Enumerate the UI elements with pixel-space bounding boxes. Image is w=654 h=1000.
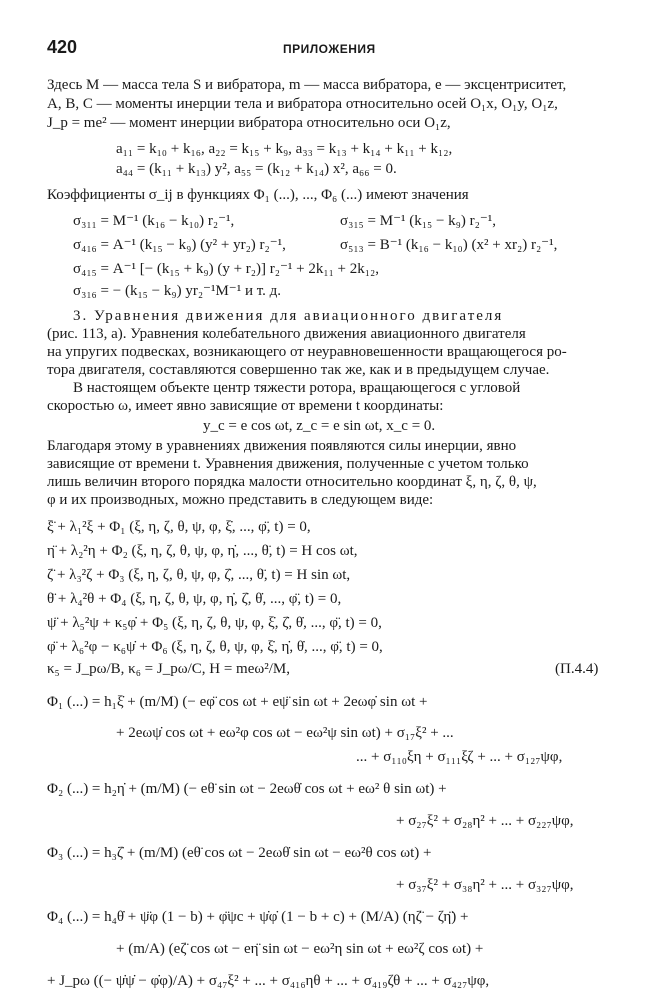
equation-line: ξ̈ + λ₁²ξ + Φ₁ (ξ, η, ζ, θ, ψ, φ, ξ̇, ..., φ̈, t) = 0, bbox=[47, 519, 311, 535]
text-line: Коэффициенты σ_ij в функциях Φ₁ (...), ..., Φ₆ (...) имеют значения bbox=[47, 187, 469, 203]
formula-line: a₁₁ = k₁₀ + k₁₆, a₂₂ = k₁₅ + k₉, a₃₃ = k₁₃ + k₁₄ + k₁₁ + k₁₂, bbox=[116, 141, 453, 157]
text-line: A, B, C — моменты инерции тела и вибратора относительно осей O₁x, O₁y, O₁z, bbox=[47, 96, 558, 112]
formula-line: σ₄₁₆ = A⁻¹ (k₁₅ − k₉) (y² + yr₂) r₂⁻¹, bbox=[73, 237, 286, 253]
formula-line: σ₄₁₅ = A⁻¹ [− (k₁₅ + k₉) (y + r₂)] r₂⁻¹ + 2k₁₁ + 2k₁₂, bbox=[73, 261, 379, 277]
formula-line: σ₃₁₆ = − (k₁₅ − k₉) yr₂⁻¹M⁻¹ и т. д. bbox=[73, 283, 282, 299]
equation-line: ... + σ₁₁₀ξη + σ₁₁₁ξζ + ... + σ₁₂₇ψφ, bbox=[356, 749, 563, 765]
equation-line: φ̈ + λ₆²φ − κ₆ψ̇ + Φ₆ (ξ, η, ζ, θ, ψ, φ, ξ̇, η̇, θ̇, ..., φ̈, t) = 0, bbox=[47, 639, 383, 655]
text-line: В настоящем объекте центр тяжести ротора, вращающегося с угловой bbox=[73, 380, 521, 396]
text-line: φ и их производных, можно представить в следующем виде: bbox=[47, 492, 434, 508]
formula-line: σ₅₁₃ = B⁻¹ (k₁₆ − k₁₀) (x² + xr₂) r₂⁻¹, bbox=[340, 237, 558, 253]
equation-line: Φ₄ (...) = h₄θ̇ + ψ̈φ (1 − b) + φ̈ψc + ψ̇φ̇ (1 − b + c) + (M/A) (ηζ̈ − ζη̈) + bbox=[47, 909, 469, 925]
equation-number: (П.4.4) bbox=[555, 661, 599, 677]
equation-line: + σ₃₇ξ² + σ₃₈η² + ... + σ₃₂₇ψφ, bbox=[396, 877, 574, 893]
formula-line: a₄₄ = (k₁₁ + k₁₃) y², a₅₅ = (k₁₂ + k₁₄) x², a₆₆ = 0. bbox=[116, 161, 397, 177]
text-line: J_p = me² — момент инерции вибратора относительно оси O₁z, bbox=[47, 115, 451, 131]
equation-line: ψ̈ + λ₅²ψ + κ₅φ̇ + Φ₅ (ξ, η, ζ, θ, ψ, φ, ξ̇, ζ̇, θ̇, ..., φ̈, t) = 0, bbox=[47, 615, 382, 631]
text-line: (рис. 113, а). Уравнения колебательного движения авиационного двигателя bbox=[47, 326, 526, 342]
equation-line: + (m/A) (eζ̈ cos ωt − eη̈ sin ωt − eω²η sin ωt + eω²ζ cos ωt) + bbox=[116, 941, 484, 957]
equation-line: Φ₁ (...) = h₁ξ̇ + (m/M) (− eφ̈ cos ωt + eψ̈ sin ωt + 2eωφ̇ sin ωt + bbox=[47, 694, 428, 710]
equation-line: κ₅ = J_pω/B, κ₆ = J_pω/C, H = meω²/M, bbox=[47, 661, 291, 677]
text-line: на упругих подвесках, возникающего от неуравновешенности вращающегося ро- bbox=[47, 344, 567, 360]
page-number: 420 bbox=[47, 37, 78, 57]
text-line: тора двигателя, составляются совершенно так же, как и в предыдущем случае. bbox=[47, 362, 550, 378]
text-line: Благодаря этому в уравнениях движения появляются силы инерции, явно bbox=[47, 438, 517, 454]
text-line: зависящие от времени t. Уравнения движения, полученные с учетом только bbox=[47, 456, 529, 472]
formula-line: σ₃₁₁ = M⁻¹ (k₁₆ − k₁₀) r₂⁻¹, bbox=[73, 213, 235, 229]
equation-line: Φ₂ (...) = h₂η̇ + (m/M) (− eθ̈ sin ωt − 2eωθ̇ cos ωt + eω² θ sin ωt) + bbox=[47, 781, 447, 797]
equation-line: θ̈ + λ₄²θ + Φ₄ (ξ, η, ζ, θ, ψ, φ, η̇, ζ̇, θ̇, ..., φ̈, t) = 0, bbox=[47, 591, 342, 607]
formula-line: y_c = e cos ωt, z_c = e sin ωt, x_c = 0. bbox=[203, 418, 436, 434]
equation-line: + σ₂₇ξ² + σ₂₈η² + ... + σ₂₂₇ψφ, bbox=[396, 813, 574, 829]
text-line: Здесь M — масса тела S и вибратора, m — масса вибратора, e — эксцентриситет, bbox=[47, 77, 567, 93]
section-heading: 3. Уравнения движения для авиационного двигателя bbox=[73, 308, 504, 324]
text-line: скоростью ω, имеет явно зависящие от времени t координаты: bbox=[47, 398, 444, 414]
running-title: ПРИЛОЖЕНИЯ bbox=[283, 42, 376, 56]
equation-line: + J_pω ((− ψ̇ψ̇ − φ̇φ)/A) + σ₄₇ξ² + ... + σ₄₁₆ηθ + ... + σ₄₁₉ζθ + ... + σ₄₂₇ψφ, bbox=[47, 973, 490, 989]
equation-line: Φ₃ (...) = h₃ζ̇ + (m/M) (eθ̈ cos ωt − 2eωθ̇ sin ωt − eω²θ cos ωt) + bbox=[47, 845, 432, 861]
equation-line: η̈ + λ₂²η + Φ₂ (ξ, η, ζ, θ, ψ, φ, η̇, ..., θ̈, t) = H cos ωt, bbox=[47, 543, 358, 559]
formula-line: σ₃₁₅ = M⁻¹ (k₁₅ − k₉) r₂⁻¹, bbox=[340, 213, 497, 229]
text-line: лишь величин второго порядка малости относительно координат ξ, η, ζ, θ, ψ, bbox=[47, 474, 537, 490]
equation-line: ζ̈ + λ₃²ζ + Φ₃ (ξ, η, ζ, θ, ψ, φ, ζ̇, ..., θ̈, t) = H sin ωt, bbox=[47, 567, 351, 583]
equation-line: + 2eωψ̇ cos ωt + eω²φ cos ωt − eω²ψ sin ωt) + σ₁₇ξ² + ... bbox=[116, 725, 454, 741]
